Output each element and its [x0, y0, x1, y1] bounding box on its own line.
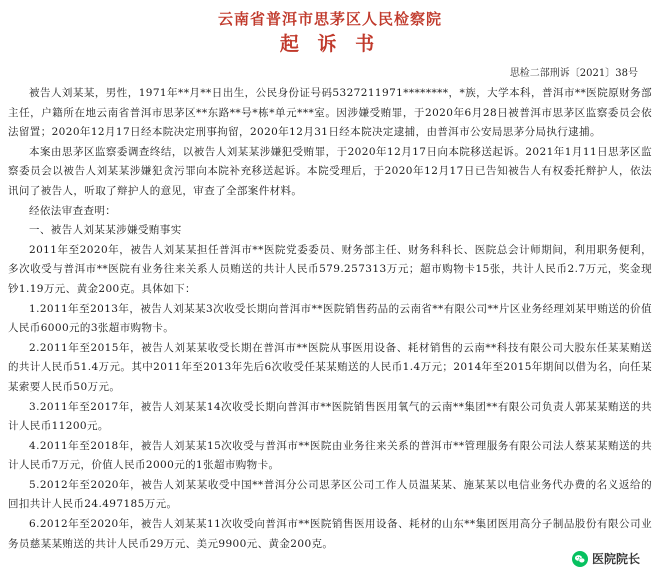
document-number: 思检二部刑诉〔2021〕38号: [509, 68, 638, 79]
fact-item-3: 3.2011年至2017年，被告人刘某某14次收受长期向普洱市**医院销售医用氧气的云南**集团**有限公司负责人郭某某贿送的共计人民币11200元。: [8, 400, 652, 433]
case-procedure-paragraph: 本案由思茅区监察委调查终结，以被告人刘某某涉嫌犯受贿罪，于2020年12月17日向本院移送起诉。2021年1月11日思茅区监察委员会以被告人刘某某涉嫌犯贪污罪向本院补充移送起诉。本院受理后，于2020年12月17日已告知被告人有权委托辩护人，依法讯问了被告人，听取了辩护人的意见，审查了全部案件材料。: [8, 145, 652, 197]
defendant-info-paragraph: 被告人刘某某，男性，1971年**月**日出生，公民身份证号码5327211971********，*族，大学本科，普洱市**医院原财务部主任，户籍所在地云南省普洱市思茅区**东路**号*栋*单元***室。因涉嫌受贿罪，于2020年6月28日被普洱市思茅区监察委员会依法留置；2020年12月17日经本院决定刑事拘留，2020年12月31日经本院决定逮捕，由普洱市公安局思茅分局执行逮捕。: [8, 87, 652, 139]
document-body: [8, 84, 652, 554]
bribery-summary-paragraph: 2011年至2020年，被告人刘某某担任普洱市**医院党委委员、财务部主任、财务科科长、医院总会计师期间，利用职务便利，多次收受与普洱市**医院有业务往来关系人员贿送的共计人民币579.257313万元；超市购物卡15张，共计人民币2.7万元，奖金现钞1.19万元、黄金200克。具体如下：: [8, 243, 652, 295]
document-title: 起 诉 书: [279, 33, 381, 55]
findings-intro: 经依法审查查明：: [29, 204, 117, 217]
wechat-icon: [572, 551, 588, 567]
procuratorate-name: 云南省普洱市思茅区人民检察院: [217, 10, 442, 28]
watermark-text: 医院院长: [591, 552, 640, 566]
source-watermark: [566, 548, 646, 569]
fact-item-4: 4.2011年至2018年，被告人刘某某15次收受与普洱市**医院由业务往来关系的普洱市**管理服务有限公司法人蔡某某贿送的共计人民币7万元，价值人民币2000元的1张超市购物卡。: [8, 439, 652, 472]
fact-item-1: 1.2011年至2013年，被告人刘某某3次收受长期向普洱市**医院销售药品的云南省**有限公司**片区业务经理刘某甲贿送的价值人民币6000元的3张超市购物卡。: [8, 302, 652, 335]
fact-item-5: 5.2012年至2020年，被告人刘某某收受中国**普洱分公司思茅区公司工作人员温某某、施某某以电信业务代办费的名义返给的回扣共计人民币24.497185万元。: [8, 478, 652, 511]
fact-item-6: 6.2012年至2020年，被告人刘某某11次收受向普洱市**医院销售医用设备、耗材的山东**集团医用高分子制品股份有限公司业务员慈某某贿送的共计人民币29万元、美元9900元、黄金200克。: [8, 518, 652, 550]
fact-item-2: 2.2011年至2015年，被告人刘某某收受长期在普洱市**医院从事医用设备、耗材销售的云南**科技有限公司大股东任某某贿送的共计人民币51.4万元。其中2011年至2013年先后6次收受任某某贿送的人民币1.4万元；2014年至2015年期间以借为名，向任某某索要人民币50万元。: [8, 341, 652, 393]
section-heading: 一、被告人刘某某涉嫌受贿事实: [29, 224, 182, 237]
